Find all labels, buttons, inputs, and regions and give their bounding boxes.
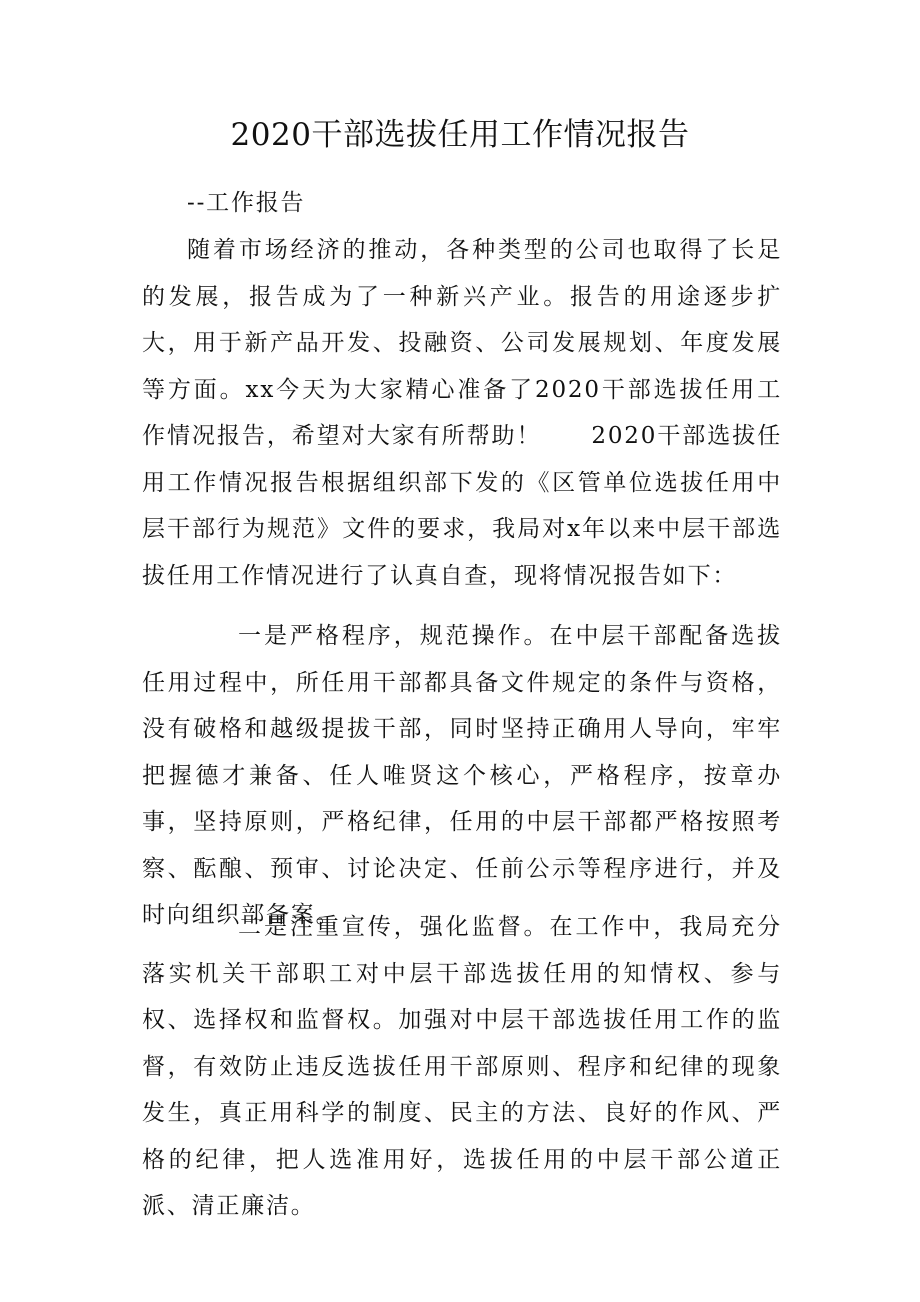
document-title: 2020干部选拔任用工作情况报告	[230, 117, 690, 153]
document-subtitle: --工作报告	[187, 190, 306, 216]
paragraph-strict-procedure: 一是严格程序，规范操作。在中层干部配备选拔任用过程中，所任用干部都具备文件规定的条件与资格，没有破格和越级提拔干部，同时坚持正确用人导向，牢牢把握德才兼备、任人唯贤这个核心，严格程序，按章办事，坚持原则，严格纪律，任用的中层干部都严格按照考察、酝酿、预审、讨论决定、任前公示等程序进行，并及时向组织部备案。	[142, 623, 782, 928]
paragraph-intro: 随着市场经济的推动，各种类型的公司也取得了长足的发展，报告成为了一种新兴产业。报告的用途逐步扩大，用于新产品开发、投融资、公司发展规划、年度发展等方面。xx今天为大家精心准备了2020干部选拔任用工作情况报告，希望对大家有所帮助！ 2020干部选拔任用工作情况报告根据组织部下发的《区管单位选拔任用中层干部行为规范》文件的要求，我局对x年以来中层干部选拔任用工作情况进行了认真自查，现将情况报告如下：	[142, 237, 782, 589]
paragraph-supervision: 二是注重宣传，强化监督。在工作中，我局充分落实机关干部职工对中层干部选拔任用的知情权、参与权、选择权和监督权。加强对中层干部选拔任用工作的监督，有效防止违反选拔任用干部原则、程序和纪律的现象发生，真正用科学的制度、民主的方法、良好的作风、严格的纪律，把人选准用好，选拔任用的中层干部公道正派、清正廉洁。	[142, 914, 782, 1219]
